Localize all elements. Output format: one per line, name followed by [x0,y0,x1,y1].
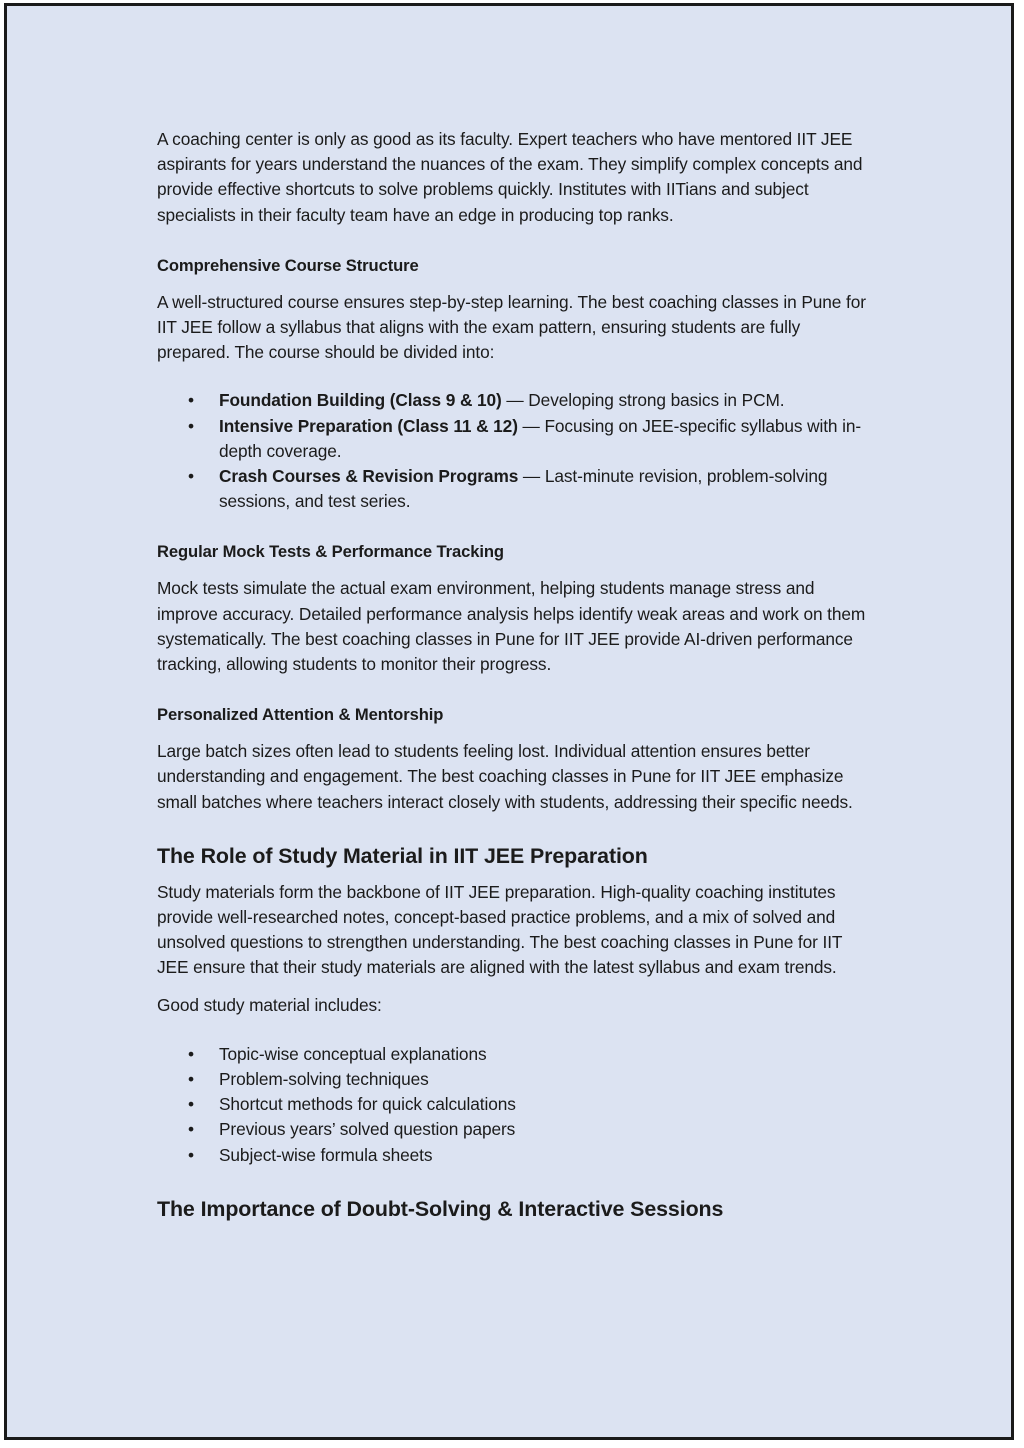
heading-study-material: The Role of Study Material in IIT JEE Preparation [157,843,648,868]
course-list [157,388,877,514]
list-item: • Problem-solving techniques [219,1067,877,1092]
list-item: • Intensive Preparation (Class 11 & 12) — Focusing on JEE-specific syllabus with in-depth coverage. [219,414,877,464]
list-item: • Crash Courses & Revision Programs — Last-minute revision, problem-solving sessions, and test series. [219,464,877,514]
document-page [4,3,1014,1440]
study-includes-label: Good study material includes: [157,994,382,1015]
list-item: • Foundation Building (Class 9 & 10) — Developing strong basics in PCM. [219,388,877,413]
heading-course-structure: Comprehensive Course Structure [157,255,419,275]
heading-doubt-solving: The Importance of Doubt-Solving & Interactive Sessions [157,1196,724,1221]
study-list [157,1042,877,1168]
paragraph-mock-tests: Mock tests simulate the actual exam environment, helping students manage stress and improve accuracy. Detailed performance analysis helps identify weak areas and work on them systematically. The best coaching classes in Pune for IIT JEE provide AI-driven performance tracking, allowing students to monitor their progress. [157,578,866,675]
heading-mentorship: Personalized Attention & Mentorship [157,705,444,725]
heading-mock-tests: Regular Mock Tests & Performance Tracking [157,542,504,562]
paragraph-mentorship: Large batch sizes often lead to students feeling lost. Individual attention ensures better understanding and engagement. The best coaching classes in Pune for IIT JEE emphasize small batches where teachers interact closely with students, addressing their specific needs. [157,741,853,812]
list-item: • Subject-wise formula sheets [219,1143,877,1168]
paragraph-course-structure: A well-structured course ensures step-by-step learning. The best coaching classes in Pune for IIT JEE follow a syllabus that aligns with the exam pattern, ensuring students are fully prepared. The course should be divided into: [157,291,866,363]
list-item: • Topic-wise conceptual explanations [219,1042,877,1067]
paragraph-study-material: Study materials form the backbone of IIT JEE preparation. High-quality coaching institutes provide well-researched notes, concept-based practice problems, and a mix of solved and unsolved questions to strengthen understanding. The best coaching classes in Pune for IIT JEE ensure that their study materials are aligned with the latest syllabus and exam trends. [157,881,843,978]
paragraph-faculty: A coaching center is only as good as its faculty. Expert teachers who have mentored IIT JEE aspirants for years understand the nuances of the exam. They simplify complex concepts and provide effective shortcuts to solve problems quickly. Institutes with IITians and subject specialists in their faculty team have an edge in producing top ranks. [157,129,863,225]
list-item: • Previous years’ solved question papers [219,1117,877,1142]
document-body [157,127,877,1223]
list-item: • Shortcut methods for quick calculations [219,1092,877,1117]
